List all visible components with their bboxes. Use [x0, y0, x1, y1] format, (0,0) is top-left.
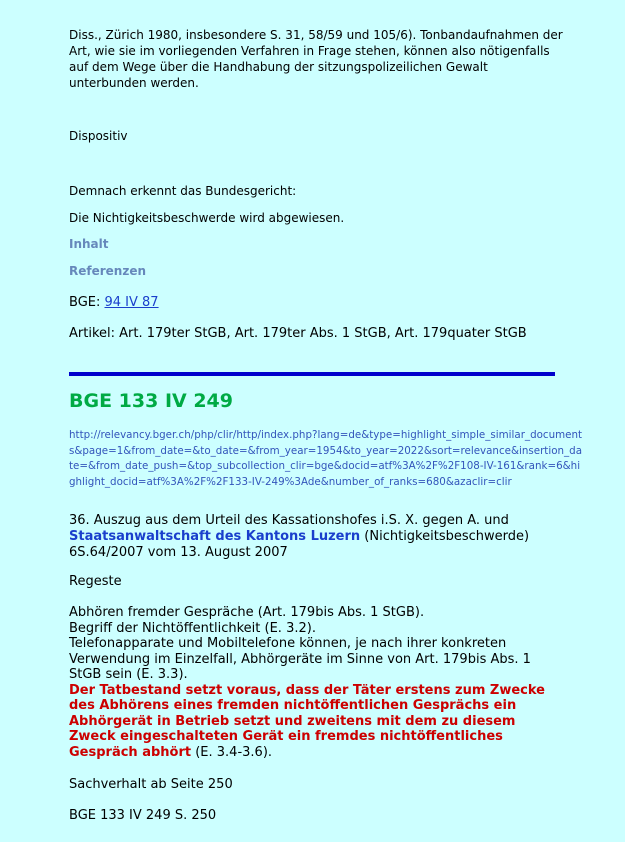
bge-reference — [69, 295, 159, 310]
auszug-party: Staatsanwaltschaft des Kantons Luzern — [69, 529, 361, 544]
regeste-red-suffix: (E. 3.4-3.6). — [191, 744, 273, 760]
auszug-post: (Nichtigkeitsbeschwerde) 6S.64/2007 vom 13. August 2007 — [69, 529, 530, 560]
auszug-pre: 36. Auszug aus dem Urteil des Kassationshofes i.S. X. gegen A. und — [69, 513, 509, 528]
bge-link[interactable]: 94 IV 87 — [104, 295, 159, 310]
regeste-line: Begriff der Nichtöffentlichkeit (E. 3.2). — [69, 620, 316, 636]
regeste-line: Telefonapparate und Mobiltelefone können, je nach ihrer konkreten Verwendung im Einzelfall, Abhörgeräte im Sinne von Art. 179bis Abs. 1 StGB sein (E. 3.3). — [69, 636, 531, 682]
auszug-paragraph — [69, 513, 569, 561]
referenzen-link[interactable]: Referenzen — [69, 264, 147, 278]
section-divider — [69, 372, 555, 376]
intro-paragraph: Diss., Zürich 1980, insbesondere S. 31, 58/59 und 105/6). Tonbandaufnahmen der Art, wie sie im vorliegenden Verfahren in Frage stehen, können also nötigenfalls auf dem Wege über die Handhabung der sitzungspolizeilichen Gewalt unterbunden werden. — [69, 28, 563, 90]
sachverhalt-text: Sachverhalt ab Seite 250 — [69, 777, 233, 792]
regeste-line: Abhören fremder Gespräche (Art. 179bis Abs. 1 StGB). — [69, 605, 425, 620]
regeste-body — [69, 605, 559, 760]
dispositiv-heading: Dispositiv — [69, 129, 128, 143]
bge-label: BGE: — [69, 295, 101, 310]
artikel-references: Artikel: Art. 179ter StGB, Art. 179ter Abs. 1 StGB, Art. 179quater StGB — [69, 326, 527, 341]
inhalt-link[interactable]: Inhalt — [69, 237, 109, 251]
decision-title: BGE 133 IV 249 — [69, 390, 233, 412]
page-reference: BGE 133 IV 249 S. 250 — [69, 808, 217, 823]
demnach-text: Demnach erkennt das Bundesgericht: — [69, 184, 297, 198]
regeste-red-text: Der Tatbestand setzt voraus, dass der Täter erstens zum Zwecke des Abhörens eines fremden nichtöffentlichen Gesprächs ein Abhörgerät in Betrieb setzt und zweitens mit dem zu diesem Zweck eingeschalteten Gerät ein fremdes nichtöffentliches Gespräch abhört — [69, 682, 545, 760]
source-url-link[interactable]: http://relevancy.bger.ch/php/clir/http/index.php?lang=de&type=highlight_simple_similar_documents&page=1&from_date=&to_date=&from_year=1954&to_year=2022&sort=relevance&insertion_date=&from_date_push=&top_subcollection_clir=bge&docid=atf%3A%2F%2F108-IV-161&rank=6&highlight_docid=atf%3A%2F%2F133-IV-249%3Ade&number_of_ranks=680&azaclir=clir — [69, 429, 583, 488]
regeste-heading: Regeste — [69, 574, 122, 589]
regeste-red-paragraph — [69, 683, 559, 761]
decision-result: Die Nichtigkeitsbeschwerde wird abgewiesen. — [69, 211, 345, 225]
